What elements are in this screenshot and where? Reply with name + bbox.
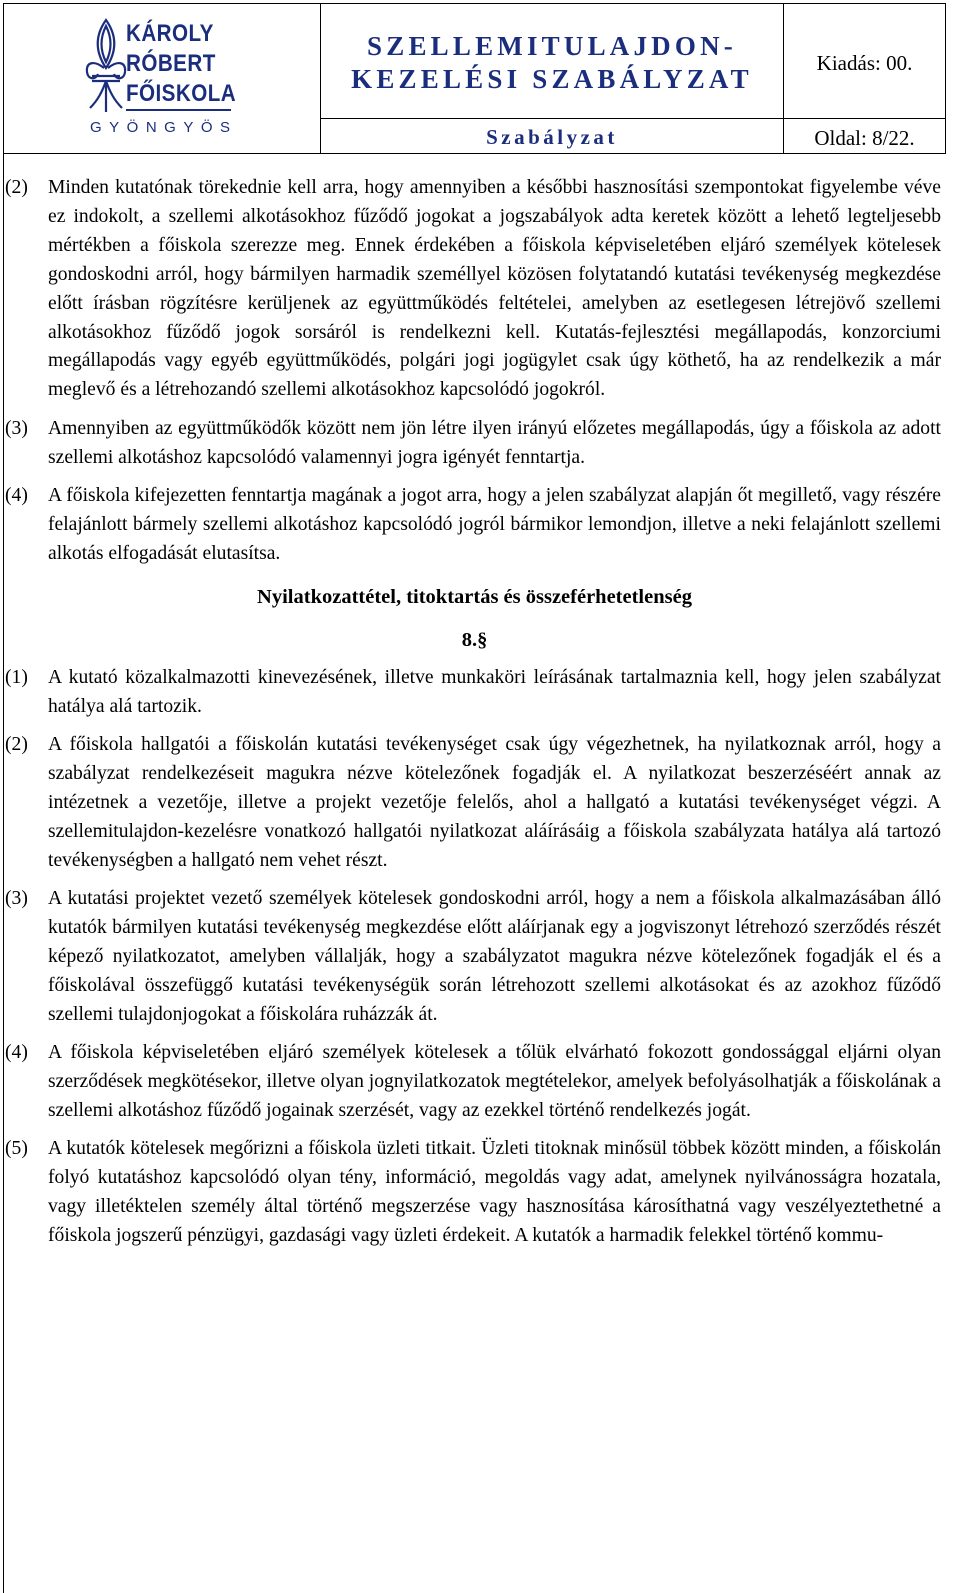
paragraph-text: A kutató közalkalmazotti kinevezésének, illetve munkaköri leírásának tartalmaznia kell, hogy jelen szabályzat hatálya alá tartozik. — [48, 666, 941, 717]
paragraph-text: Minden kutatónak törekednie kell arra, hogy amennyiben a későbbi hasznosítási szempontokat figyelembe véve ez indokolt, a szellemi alkotásokhoz fűződő jogokat a jogszabályok adta keretek között a lehető legteljesebb mértékben a főiskola szerezze meg. Ennek érdekében a főiskola képviseletében eljáró személyek kötelesek gondoskodni arról, hogy bármilyen harmadik személlyel közösen folytatandó kutatási tevékenység megkezdése előtt írásban rögzítésre kerüljenek az együttműködés feltételei, amelyben az esetlegesen létrejövő szellemi alkotásokhoz fűződő jogok sorsáról is rendelkezni kell. Kutatás-fejlesztési megállapodás, konzorciumi megállapodás vagy egyéb együttműködés, polgári jogi jogügylet csak úgy köthető, ha az rendelkezik a már meglevő és a létrehozandó szellemi alkotásokhoz kapcsolódó jogokról. — [48, 177, 941, 401]
logo-cell — [4, 4, 321, 154]
page-number: Oldal: 8/22. — [814, 126, 915, 150]
logo-divider — [126, 109, 231, 111]
paragraph-text: Amennyiben az együttműködők között nem jön létre ilyen irányú előzetes megállapodás, úgy a főiskola az adott szellemi alkotáshoz kapcsolódó valamennyi jogra igényét fenntartja. — [48, 417, 941, 468]
institution-logo — [84, 16, 238, 141]
paragraph-number: (5) — [5, 1138, 28, 1160]
issue-cell — [784, 4, 946, 119]
paragraph-number: (1) — [5, 666, 28, 688]
subtitle-cell — [321, 119, 784, 154]
paragraph-text: A főiskola hallgatói a főiskolán kutatási tevékenységet csak úgy végezhetnek, ha nyilatkoznak arról, hogy a szabályzat rendelkezéseit magukra nézve kötelezőnek fogadják el. A nyilatkozat beszerzéséért annak az intézetnek a vezetője, illetve a projekt vezetője felelős, ahol a hallgató a kutatási tevékenységet végzi. A szellemitulajdon-kezelésre vonatkozó hallgatói nyilatkozat aláírásáig a főiskola szabályzata hatálya alá tartozó tevékenységben a hallgató nem vehet részt. — [48, 733, 941, 871]
paragraph-number: (2) — [5, 733, 28, 755]
paragraph-number: (4) — [5, 1041, 28, 1063]
paragraph-number: (4) — [5, 485, 28, 507]
logo-line-1: KÁROLY — [126, 20, 214, 47]
page-cell — [784, 119, 946, 154]
logo-line-2: RÓBERT — [126, 50, 216, 77]
paragraph-bottom-1 — [5, 664, 941, 722]
paragraph-text: A főiskola képviseletében eljáró személyek kötelesek a tőlük elvárható fokozott gondossággal eljárni olyan szerződések megkötésekor, illetve olyan jognyilatkozatok megtételekor, amelyek befolyásolhatják a főiskolának a szellemi alkotáshoz fűződő jogainak szerzését, vagy az ezekkel történő rendelkezés jogát. — [48, 1041, 941, 1121]
issue-number: Kiadás: 00. — [816, 51, 913, 75]
document-header — [3, 3, 946, 154]
paragraph-number: (2) — [5, 177, 28, 198]
paragraph-bottom-2 — [5, 731, 941, 876]
paragraph-text: A kutatási projektet vezető személyek kötelesek gondoskodni arról, hogy a nem a főiskola alkalmazásában álló kutatók bármilyen kutatási tevékenység megkezdése előtt aláírjanak egy a jogviszonyt létrehozó szerződés részét képező nyilatkozatot, amelyben vállalják, hogy a szabályzatot magukra nézve kötelezőnek fogadják el és a főiskolával összefüggő kutatási tevékenységük során létrehozott szellemi alkotásokat és az azokhoz fűződő szellemi tulajdonjogokat a főiskolára ruházzák át. — [48, 887, 941, 1025]
document-body — [5, 174, 941, 1251]
fleur-de-lis-icon — [84, 16, 128, 116]
left-margin-rule — [3, 153, 4, 1593]
paragraph-text: A főiskola kifejezetten fenntartja magának a jogot arra, hogy a jelen szabályzat alapján őt megillető, vagy részére felajánlott bármely szellemi alkotáshoz kapcsolódó jogról bármikor lemondjon, illetve a neki felajánlott szellemi alkotás elfogadását elutasítsa. — [48, 485, 941, 564]
paragraph-bottom-4 — [5, 1039, 941, 1126]
paragraph-bottom-3 — [5, 885, 941, 1030]
logo-line-3: FŐISKOLA — [126, 80, 237, 107]
document-type: Szabályzat — [486, 125, 618, 149]
paragraph-top-4 — [5, 482, 941, 569]
paragraph-top-2 — [5, 174, 941, 405]
paragraph-bottom-5 — [5, 1135, 941, 1251]
logo-city: GYÖNGYÖS — [90, 119, 238, 136]
title-line-2: KEZELÉSI SZABÁLYZAT — [351, 64, 753, 94]
section-heading: Nyilatkozattétel, titoktartás és összeférhetetlenség — [257, 585, 692, 608]
title-line-1: SZELLEMITULAJDON- — [367, 31, 737, 61]
paragraph-text: A kutatók kötelesek megőrizni a főiskola üzleti titkait. Üzleti titoknak minősül többek között minden, a főiskolán folyó kutatáshoz kapcsolódó olyan tény, információ, megoldás vagy adat, amelynek nyilvánosságra hozatala, vagy illetéktelen személy által történő megszerzése vagy hasznosítása károsíthatná vagy veszélyeztethetné a főiskola jogszerű pénzügyi, gazdasági vagy üzleti érdekeit. A kutatók a harmadik felekkel történő kommu- — [48, 1138, 941, 1246]
paragraph-number: (3) — [5, 417, 28, 439]
paragraph-number: (3) — [5, 887, 28, 909]
section-number: 8.§ — [461, 628, 488, 651]
document-title — [321, 30, 783, 96]
paragraph-top-3 — [5, 415, 941, 473]
title-cell — [321, 4, 784, 119]
